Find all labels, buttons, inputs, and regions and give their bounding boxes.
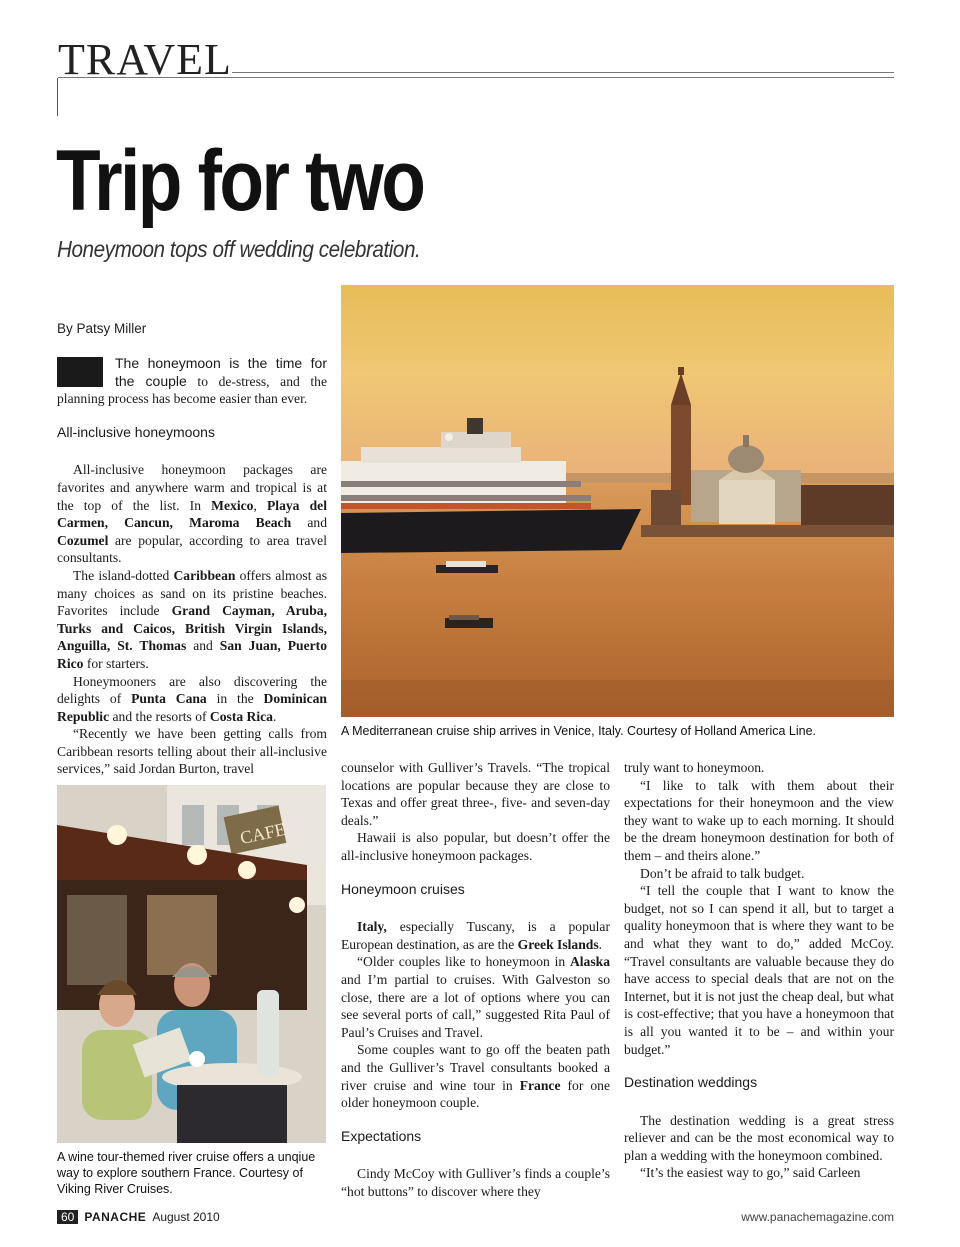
magazine-name: PANACHE xyxy=(84,1210,147,1224)
cafe-sign-text: CAFE xyxy=(238,818,288,848)
paragraph: “I tell the couple that I want to know the budget, not so I can spend it all, but to target a quality honeymoon that is where they want to be and what they want to do,” added McCoy. “Travel consultants are valuable because they do have access to special deals that are not on the Internet, but it is not just the cheap deal, but what is cost-effective; that you have a honeymoon that is all you wanted it to be – and within your budget.” xyxy=(624,883,894,1057)
paragraph: Italy, especially Tuscany, is a popular European destination, as are the Greek Islands. xyxy=(341,919,610,952)
paragraph: The destination wedding is a great stress reliever and can be the most economical way to plan a wedding with the honeymoon combined. xyxy=(624,1112,894,1163)
page-number: 60 xyxy=(57,1210,78,1224)
paragraph: “I like to talk with them about their expectations for their honeymoon and the view they want to wake up to each morning. It should be the dream honeymoon destination for both of them – and theirs alone.” xyxy=(624,777,894,863)
subheading-expectations: Expectations xyxy=(341,1127,422,1144)
drop-cap-block xyxy=(57,357,103,387)
paragraph: “Older couples like to honeymoon in Alaska and I’m partial to cruises. With Galveston so close, there are a lot of options where you can see several ports of call,” suggested Rita Paul of Paul’s Cruises and Travel. xyxy=(341,954,610,1040)
section-title: TRAVEL xyxy=(58,35,232,84)
paragraph: All-inclusive honeymoon packages are favorites and anywhere warm and tropical is at the top of the list. In Mexico, Playa del Carmen, Cancun, Maroma Beach and Cozumel are popular, according to area travel consultants. xyxy=(57,462,327,566)
subheading-all-inclusive: All-inclusive honeymoons xyxy=(57,423,215,440)
website-url[interactable]: www.panachemagazine.com xyxy=(741,1210,894,1224)
paragraph: “It’s the easiest way to go,” said Carleen xyxy=(640,1165,861,1181)
subhead: Honeymoon tops off wedding celebration. xyxy=(57,236,421,262)
paragraph: Honeymooners are also discovering the delights of Punta Cana in the Dominican Republic and the resorts of Costa Rica. xyxy=(57,673,327,724)
headline: Trip for two xyxy=(56,133,424,229)
byline: By Patsy Miller xyxy=(57,321,147,336)
issue-date: August 2010 xyxy=(152,1210,220,1224)
header-rule xyxy=(232,72,894,73)
page-footer xyxy=(57,1210,894,1226)
paragraph: Don’t be afraid to talk budget. xyxy=(640,865,805,881)
paragraph: counselor with Gulliver’s Travels. “The tropical locations are popular because they are close to Texas and offer great three-, five- and seven-day deals.” xyxy=(341,760,610,828)
subheading-destination-weddings: Destination weddings xyxy=(624,1074,758,1091)
article-column-1 xyxy=(57,355,327,778)
paragraph: “Recently we have been getting calls from Caribbean resorts telling about their all-inclusive services,” said Jordan Burton, travel xyxy=(57,726,327,777)
header-rule-vertical xyxy=(57,78,58,116)
main-photo-caption: A Mediterranean cruise ship arrives in Venice, Italy. Courtesy of Holland America Line. xyxy=(341,724,816,738)
paragraph: Cindy McCoy with Gulliver’s finds a couple’s “hot buttons” to discover where they xyxy=(341,1166,610,1199)
cafe-couple-photo xyxy=(57,785,326,1143)
article-column-2 xyxy=(341,759,610,1200)
paragraph: Hawaii is also popular, but doesn’t offer the all-inclusive honeymoon packages. xyxy=(341,830,610,863)
cruise-ship-venice-photo xyxy=(341,285,894,717)
subheading-cruises: Honeymoon cruises xyxy=(341,880,465,897)
paragraph: The island-dotted Caribbean offers almost as many choices as sand on its pristine beaches. Favorites include Grand Cayman, Aruba, Turks and Caicos, British Virgin Islands, Anguilla, St. Thomas and San Juan, Puerto Rico for starters. xyxy=(57,567,328,671)
cafe-photo-caption: A wine tour-themed river cruise offers a unqiue way to explore southern France. Courtesy of Viking River Cruises. xyxy=(57,1150,316,1196)
article-column-3 xyxy=(624,759,894,1182)
paragraph: truly want to honeymoon. xyxy=(624,760,765,775)
header-rule-lower xyxy=(58,77,894,78)
paragraph: Some couples want to go off the beaten path and the Gulliver’s Travel consultants booked a river cruise and wine tour in France for one older honeymoon couple. xyxy=(341,1042,610,1111)
lead-paragraph: The honeymoon is the time for the couple to de-stress, and the planning process has become easier than ever. xyxy=(57,355,327,407)
